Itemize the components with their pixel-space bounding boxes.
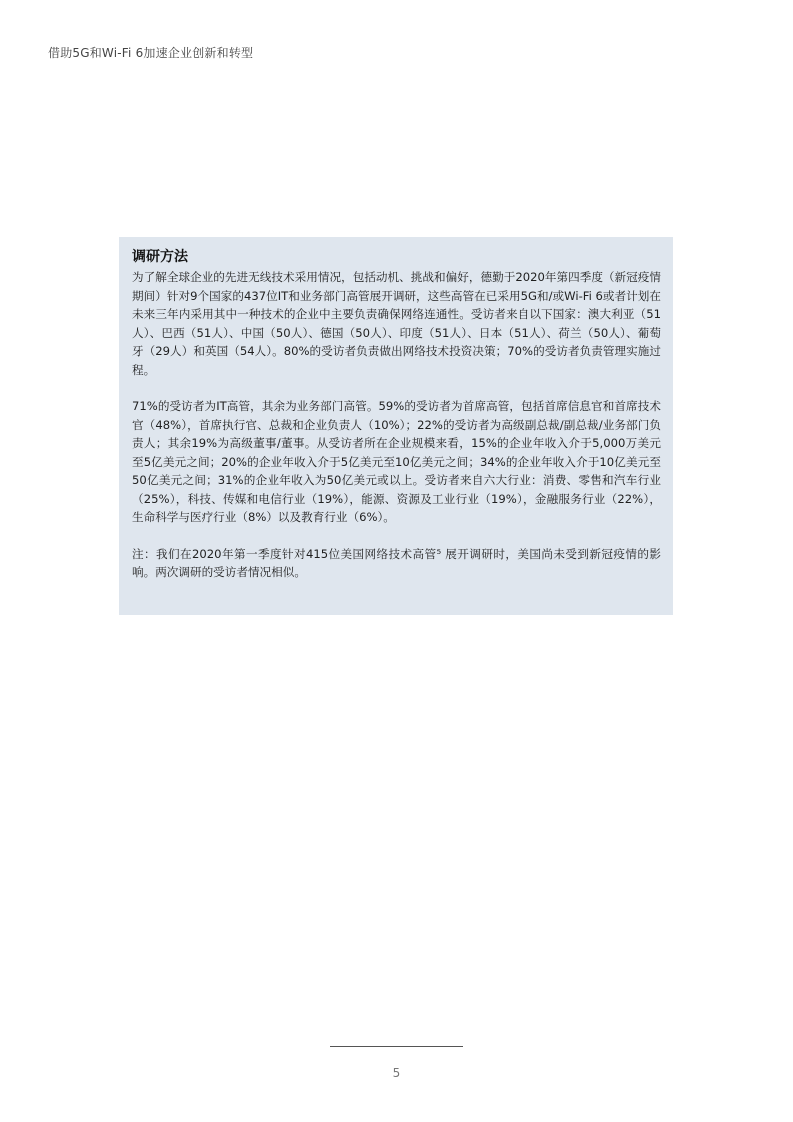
methodology-note: 注：我们在2020年第一季度针对415位美国网络技术高管⁵ 展开调研时，美国尚未受到新冠疫情的影响。两次调研的受访者情况相似。 (132, 546, 661, 579)
running-header: 借助5G和Wi-Fi 6加速企业创新和转型 (48, 46, 254, 60)
footer-divider (330, 1046, 463, 1047)
methodology-paragraph-2: 71%的受访者为IT高管，其余为业务部门高管。59%的受访者为首席高管，包括首席信息官和首席技术官（48%），首席执行官、总裁和企业负责人（10%）；22%的受访者为高级副总裁/副总裁/业务部门负责人；其余19%为高级董事/董事。从受访者所在企业规模来看，15%的企业年收入介于5,000万美元至5亿美元之间；20%的企业年收入介于5亿美元至10亿美元之间；34%的企业年收入介于10亿美元至50亿美元之间；31%的企业年收入为50亿美元或以上。受访者来自六大行业：消费、零售和汽车行业（25%），科技、传媒和电信行业（19%），能源、资源及工业行业（19%），金融服务行业（22%），生命科学与医疗行业（8%）以及教育行业（6%）。 (132, 399, 661, 524)
methodology-box (119, 237, 673, 615)
page-number: 5 (392, 1066, 401, 1080)
methodology-paragraph-1: 为了解全球企业的先进无线技术采用情况，包括动机、挑战和偏好，德勤于2020年第四季度（新冠疫情期间）针对9个国家的437位IT和业务部门高管展开调研，这些高管在已采用5G和/或Wi-Fi 6或者计划在未来三年内采用其中一种技术的企业中主要负责确保网络连通性。受访者来自以下国家：澳大利亚（51人）、巴西（51人）、中国（50人）、德国（50人）、印度（51人）、日本（51人）、荷兰（50人）、葡萄牙（29人）和英国（54人）。80%的受访者负责做出网络技术投资决策；70%的受访者负责管理实施过程。 (132, 270, 661, 377)
methodology-title: 调研方法 (132, 249, 188, 265)
